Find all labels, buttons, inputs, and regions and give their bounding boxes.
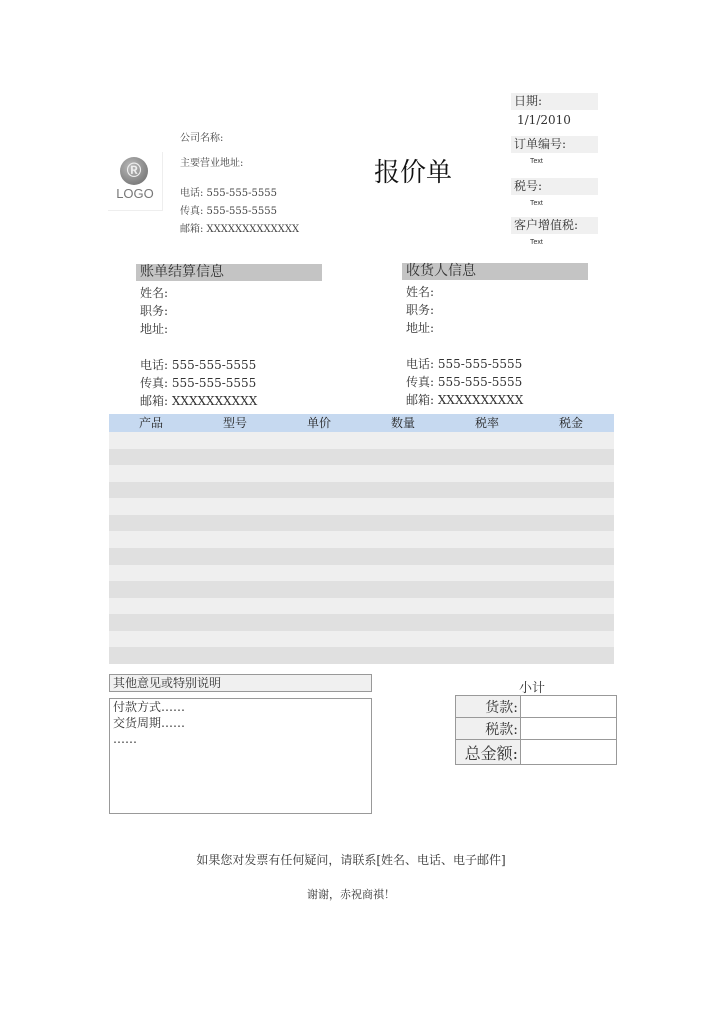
company-phone: 电话: 555-555-5555 — [180, 188, 277, 199]
billing-phone: 电话: 555-555-5555 — [140, 358, 257, 372]
billing-address: 地址: — [140, 322, 169, 336]
footer-thanks: 谢谢，赤祝商祺！ — [307, 888, 395, 901]
column-header-quantity: 数量 — [390, 416, 415, 430]
customer-vat-label: 客户增值税: — [511, 217, 598, 234]
goods-value[interactable] — [521, 696, 617, 718]
shipping-position: 职务: — [406, 303, 435, 317]
items-table — [109, 414, 614, 664]
summary-heading: 小计 — [519, 681, 546, 696]
table-row[interactable] — [109, 598, 614, 615]
tax-id-label: 税号: — [511, 178, 598, 195]
shipping-address: 地址: — [406, 321, 435, 335]
company-email: 邮箱: XXXXXXXXXXXXX — [180, 224, 300, 235]
notes-line: …… — [113, 732, 137, 746]
table-row[interactable] — [109, 581, 614, 598]
shipping-phone: 电话: 555-555-5555 — [406, 357, 523, 371]
billing-email: 邮箱: XXXXXXXXXX — [140, 394, 258, 408]
tax-id-value[interactable]: Text — [530, 200, 543, 207]
shipping-fax: 传真: 555-555-5555 — [406, 375, 523, 389]
company-fax: 传真: 555-555-5555 — [180, 206, 277, 217]
tax-value[interactable] — [521, 718, 617, 740]
table-row[interactable] — [109, 482, 614, 499]
billing-fax: 传真: 555-555-5555 — [140, 376, 257, 390]
table-row[interactable] — [109, 432, 614, 449]
table-row[interactable] — [109, 631, 614, 648]
footer-contact: 如果您对发票有任何疑问，请联系[姓名、电话、电子邮件] — [196, 853, 506, 867]
billing-name: 姓名: — [140, 286, 169, 300]
company-name-label: 公司名称: — [180, 133, 224, 144]
table-row[interactable] — [109, 565, 614, 582]
company-address-label: 主要营业地址: — [180, 158, 244, 169]
logo — [108, 152, 163, 211]
logo-text: LOGO — [116, 186, 154, 201]
table-header — [109, 414, 614, 432]
date-label: 日期: — [511, 93, 598, 110]
order-number-label: 订单编号: — [511, 136, 598, 153]
table-row[interactable] — [109, 548, 614, 565]
billing-heading: 账单结算信息 — [136, 264, 322, 281]
billing-position: 职务: — [140, 304, 169, 318]
shipping-heading: 收货人信息 — [402, 263, 588, 280]
summary-table — [455, 695, 617, 765]
date-value[interactable]: 1/1/2010 — [517, 113, 571, 127]
shipping-name: 姓名: — [406, 285, 435, 299]
registered-icon: ® — [120, 157, 148, 185]
goods-label: 货款: — [456, 696, 521, 718]
shipping-email: 邮箱: XXXXXXXXXX — [406, 393, 524, 407]
notes-line: 付款方式…… — [113, 700, 186, 714]
column-header-product: 产品 — [138, 416, 163, 430]
table-row[interactable] — [109, 498, 614, 515]
column-header-unit-price: 单价 — [306, 416, 331, 430]
table-row[interactable] — [109, 531, 614, 548]
table-row[interactable] — [109, 465, 614, 482]
column-header-model: 型号 — [222, 416, 247, 430]
table-row[interactable] — [109, 647, 614, 664]
tax-label: 税款: — [456, 718, 521, 740]
total-label: 总金额: — [456, 740, 521, 765]
column-header-tax-rate: 税率 — [474, 416, 499, 430]
total-value[interactable] — [521, 740, 617, 765]
notes-line: 交货周期…… — [113, 716, 186, 730]
customer-vat-value[interactable]: Text — [530, 239, 543, 246]
notes-heading: 其他意见或特别说明 — [109, 674, 372, 692]
table-row[interactable] — [109, 515, 614, 532]
page-title: 报价单 — [374, 158, 453, 188]
order-number-value[interactable]: Text — [530, 158, 543, 165]
table-row[interactable] — [109, 449, 614, 466]
table-row[interactable] — [109, 614, 614, 631]
notes-box[interactable] — [109, 698, 372, 814]
column-header-tax-amount: 税金 — [558, 416, 583, 430]
